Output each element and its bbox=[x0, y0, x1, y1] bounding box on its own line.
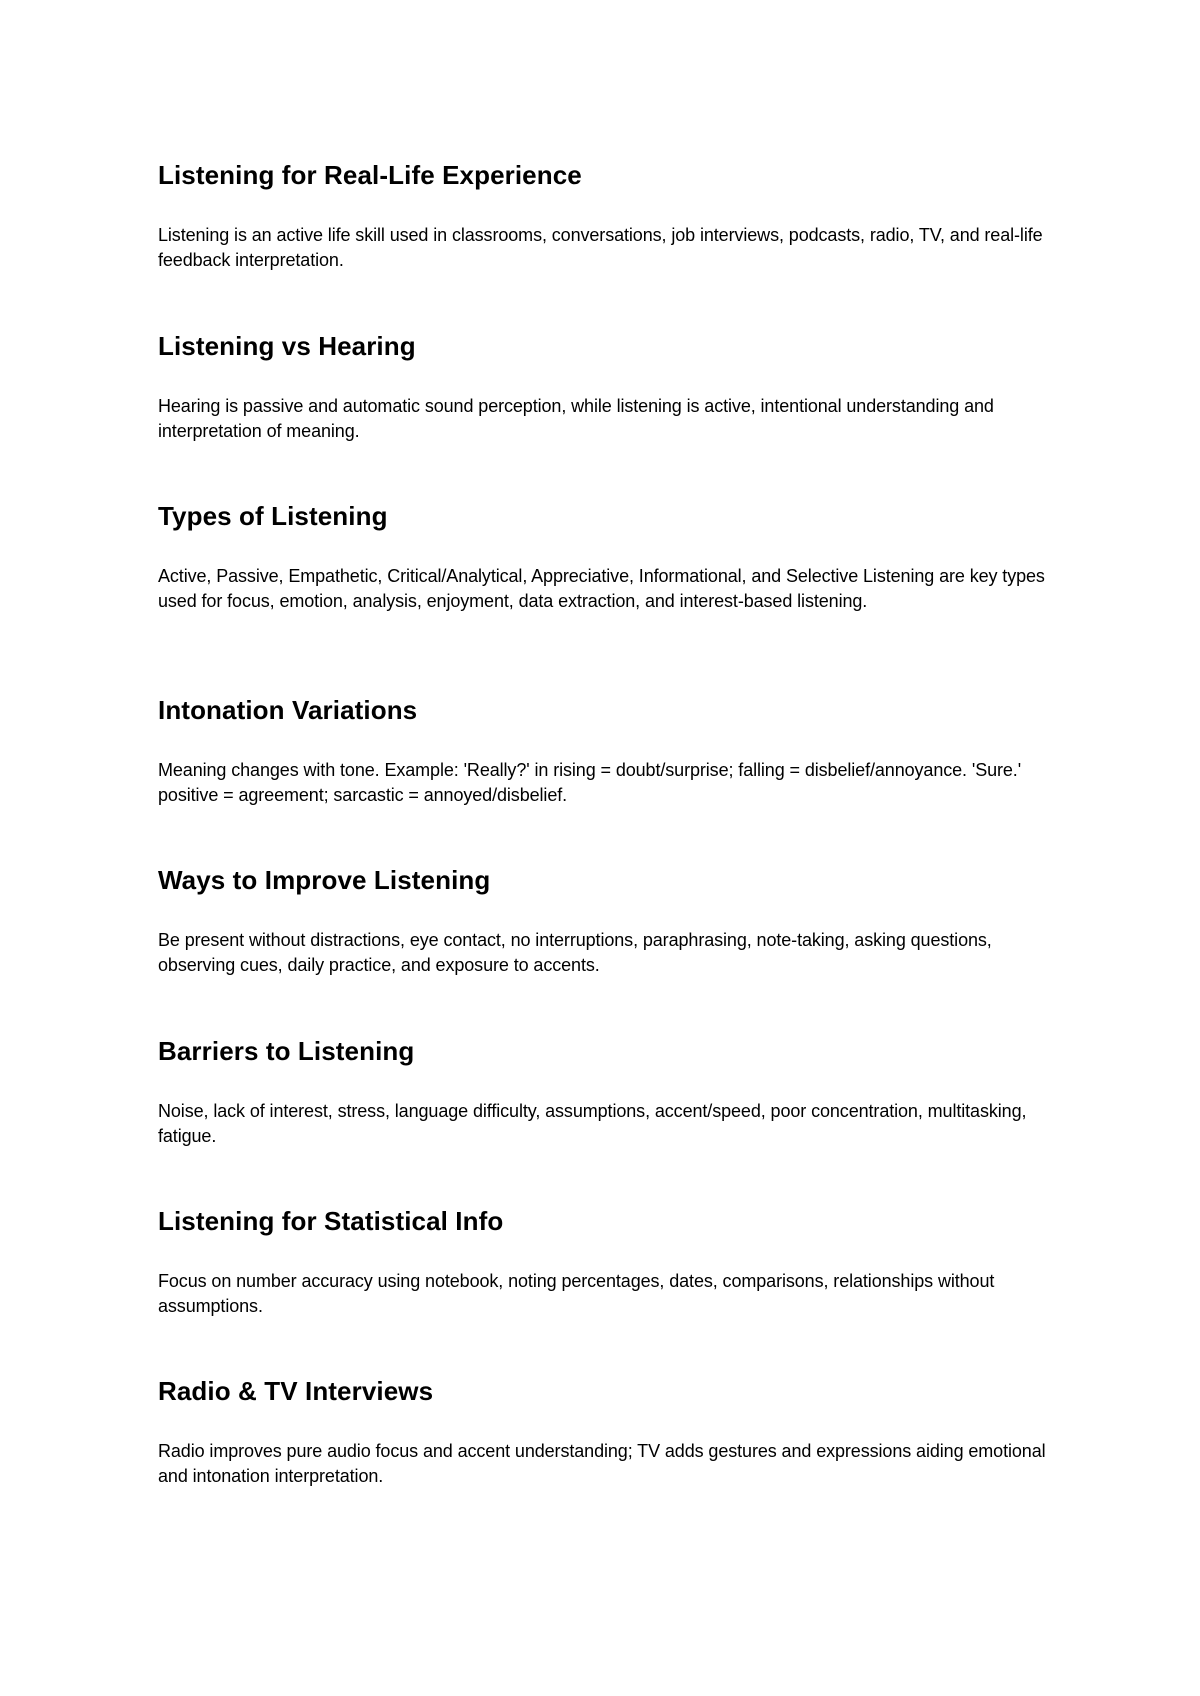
section-heading: Types of Listening bbox=[158, 501, 388, 531]
section-heading: Ways to Improve Listening bbox=[158, 865, 491, 895]
section-types-of-listening bbox=[158, 500, 1058, 614]
section-body: Be present without distractions, eye contact, no interruptions, paraphrasing, note-taking, asking questions, observing cues, daily practice, and exposure to accents. bbox=[158, 930, 992, 975]
section-body: Hearing is passive and automatic sound perception, while listening is active, intentional understanding and interpretation of meaning. bbox=[158, 396, 994, 441]
section-body: Meaning changes with tone. Example: 'Really?' in rising = doubt/surprise; falling = disbelief/annoyance. 'Sure.' positive = agreement; sarcastic = annoyed/disbelief. bbox=[158, 760, 1022, 805]
section-body: Radio improves pure audio focus and accent understanding; TV adds gestures and expressions aiding emotional and intonation interpretation. bbox=[158, 1441, 1046, 1486]
section-heading: Listening for Statistical Info bbox=[158, 1206, 504, 1236]
section-statistical-info bbox=[158, 1205, 1058, 1319]
section-heading: Listening for Real-Life Experience bbox=[158, 160, 582, 190]
section-barriers bbox=[158, 1035, 1058, 1149]
section-heading: Barriers to Listening bbox=[158, 1036, 415, 1066]
section-heading: Intonation Variations bbox=[158, 695, 418, 725]
section-heading: Listening vs Hearing bbox=[158, 331, 416, 361]
section-ways-to-improve bbox=[158, 864, 1058, 978]
section-body: Active, Passive, Empathetic, Critical/Analytical, Appreciative, Informational, and Selective Listening are key types used for focus, emotion, analysis, enjoyment, data extraction, and interest-based listening. bbox=[158, 566, 1045, 611]
section-body: Noise, lack of interest, stress, language difficulty, assumptions, accent/speed, poor concentration, multitasking, fatigue. bbox=[158, 1101, 1027, 1146]
section-radio-tv-interviews bbox=[158, 1375, 1058, 1489]
section-listening-vs-hearing bbox=[158, 330, 1058, 444]
section-real-life-experience bbox=[158, 159, 1058, 273]
section-body: Focus on number accuracy using notebook, noting percentages, dates, comparisons, relationships without assumptions. bbox=[158, 1271, 995, 1316]
section-heading: Radio & TV Interviews bbox=[158, 1376, 434, 1406]
section-intonation-variations bbox=[158, 694, 1058, 808]
section-body: Listening is an active life skill used in classrooms, conversations, job interviews, podcasts, radio, TV, and real-life feedback interpretation. bbox=[158, 225, 1043, 270]
